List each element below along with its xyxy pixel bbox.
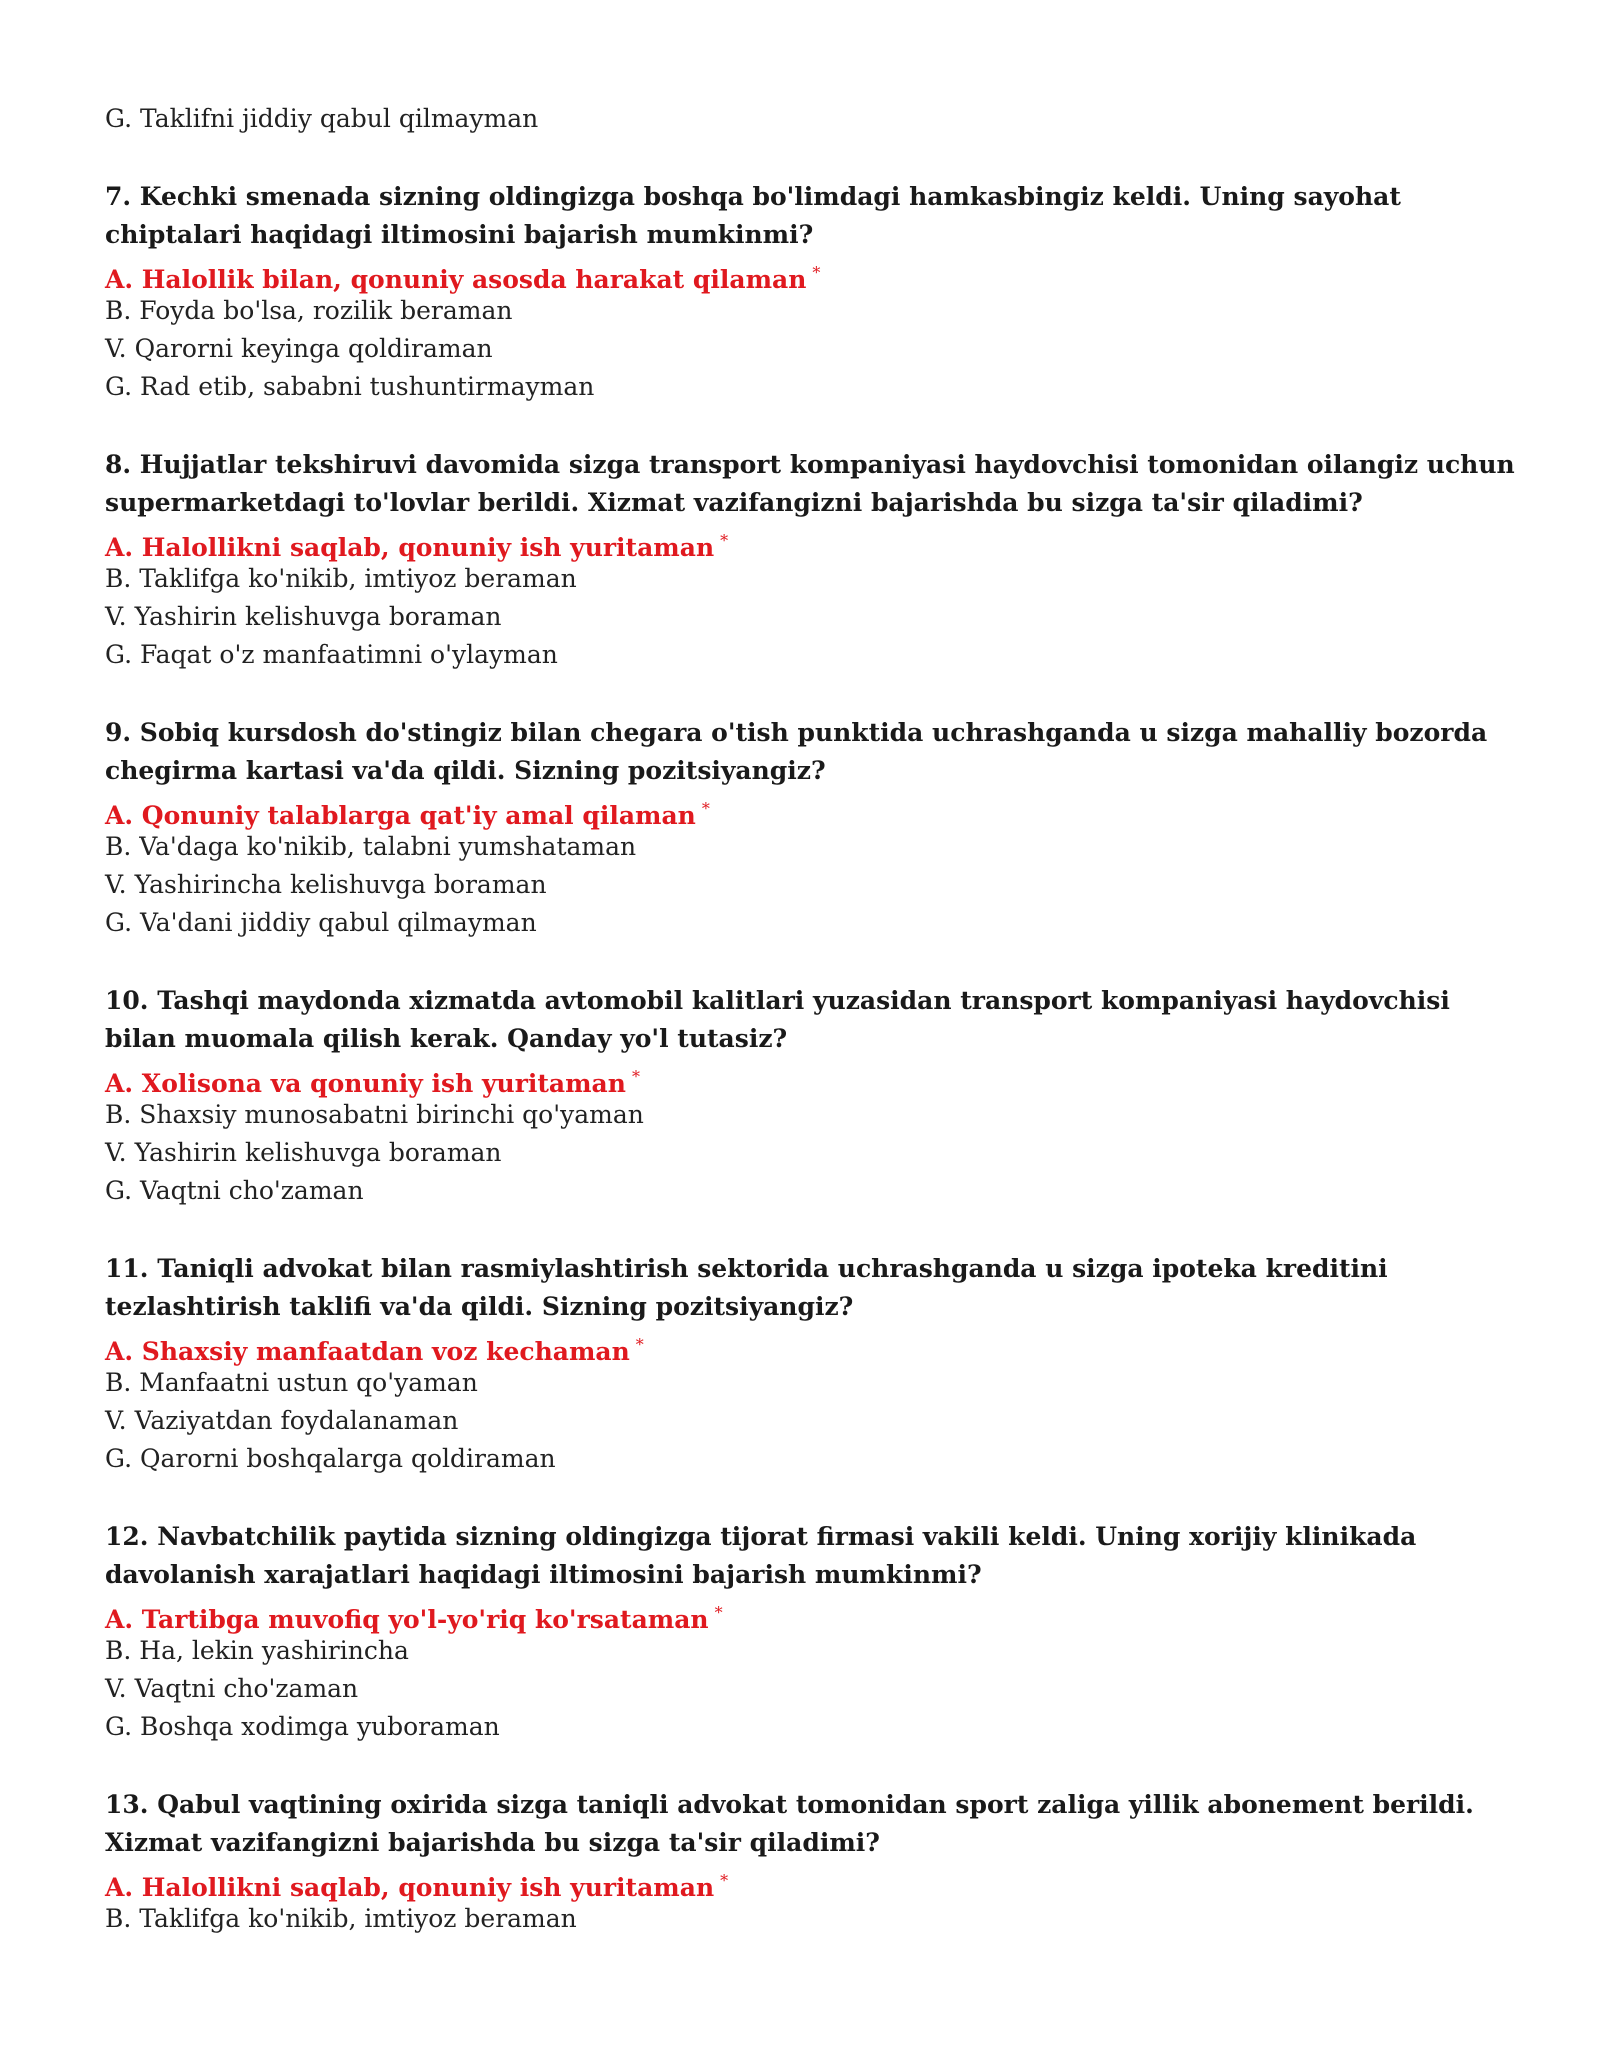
answer-option: B. Taklifga ko'nikib, imtiyoz beraman <box>105 1904 577 1933</box>
answer-option: B. Ha, lekin yashirincha <box>105 1636 409 1665</box>
question-block <box>105 982 1525 1210</box>
correct-answer <box>105 1594 1525 1632</box>
correct-answer <box>105 254 1525 292</box>
quiz-document <box>105 100 1525 1938</box>
correct-marker-asterisk: * <box>701 799 710 818</box>
answer-option: G. Vaqtni cho'zaman <box>105 1176 364 1205</box>
question-text: 10. Tashqi maydonda xizmatda avtomobil kalitlari yuzasidan transport kompaniyasi haydovchisi bilan muomala qilish kerak. Qanday yo'l tutasiz? <box>105 986 1450 1053</box>
question-text: 11. Taniqli advokat bilan rasmiylashtirish sektorida uchrashganda u sizga ipoteka kreditini tezlashtirish taklifi va'da qildi. Sizning pozitsiyangiz? <box>105 1254 1388 1321</box>
question-block <box>105 1250 1525 1478</box>
correct-answer <box>105 1326 1525 1364</box>
answer-option: B. Manfaatni ustun qo'yaman <box>105 1368 478 1397</box>
answer-option: B. Va'daga ko'nikib, talabni yumshataman <box>105 832 637 861</box>
answer-option: B. Foyda bo'lsa, rozilik beraman <box>105 296 513 325</box>
answer-option: G. Boshqa xodimga yuboraman <box>105 1712 500 1741</box>
correct-marker-asterisk: * <box>714 1603 723 1622</box>
question-text: 9. Sobiq kursdosh do'stingiz bilan chegara o'tish punktida uchrashganda u sizga mahalliy bozorda chegirma kartasi va'da qildi. Sizning pozitsiyangiz? <box>105 718 1488 785</box>
question-text: 12. Navbatchilik paytida sizning oldingizga tijorat firmasi vakili keldi. Uning xorijiy klinikada davolanish xarajatlari haqidagi iltimosini bajarish mumkinmi? <box>105 1522 1417 1589</box>
correct-answer-text: A. Tartibga muvofiq yo'l-yo'riq ko'rsataman <box>105 1605 709 1634</box>
question-block <box>105 1518 1525 1746</box>
correct-answer-text: A. Xolisona va qonuniy ish yuritaman <box>105 1069 626 1098</box>
correct-answer-text: A. Halollik bilan, qonuniy asosda harakat qilaman <box>105 265 807 294</box>
answer-option: V. Yashirin kelishuvga boraman <box>105 602 502 631</box>
correct-marker-asterisk: * <box>720 531 729 550</box>
correct-marker-asterisk: * <box>720 1871 729 1890</box>
correct-marker-asterisk: * <box>812 263 821 282</box>
answer-option: G. Faqat o'z manfaatimni o'ylayman <box>105 640 558 669</box>
question-block <box>105 178 1525 406</box>
answer-option: G. Va'dani jiddiy qabul qilmayman <box>105 908 537 937</box>
answer-option: V. Yashirin kelishuvga boraman <box>105 1138 502 1167</box>
correct-marker-asterisk: * <box>635 1335 644 1354</box>
correct-answer-text: A. Halollikni saqlab, qonuniy ish yuritaman <box>105 533 715 562</box>
question-block <box>105 714 1525 942</box>
correct-answer <box>105 1058 1525 1096</box>
correct-answer <box>105 790 1525 828</box>
answer-option: V. Vaziyatdan foydalanaman <box>105 1406 459 1435</box>
answer-option: G. Qarorni boshqalarga qoldiraman <box>105 1444 556 1473</box>
question-text: 8. Hujjatlar tekshiruvi davomida sizga transport kompaniyasi haydovchisi tomonidan oilangiz uchun supermarketdagi to'lovlar berildi. Xizmat vazifangizni bajarishda bu sizga ta'sir qiladimi? <box>105 450 1515 517</box>
correct-answer-text: A. Halollikni saqlab, qonuniy ish yuritaman <box>105 1873 715 1902</box>
correct-answer-text: A. Qonuniy talablarga qat'iy amal qilaman <box>105 801 696 830</box>
correct-marker-asterisk: * <box>631 1067 640 1086</box>
answer-option: B. Taklifga ko'nikib, imtiyoz beraman <box>105 564 577 593</box>
answer-option: V. Yashirincha kelishuvga boraman <box>105 870 547 899</box>
question-block <box>105 446 1525 674</box>
correct-answer-text: A. Shaxsiy manfaatdan voz kechaman <box>105 1337 630 1366</box>
answer-option: G. Rad etib, sababni tushuntirmayman <box>105 372 595 401</box>
answer-option: B. Shaxsiy munosabatni birinchi qo'yaman <box>105 1100 644 1129</box>
question-block <box>105 1786 1525 1938</box>
correct-answer <box>105 522 1525 560</box>
correct-answer <box>105 1862 1525 1900</box>
question-text: 13. Qabul vaqtining oxirida sizga taniqli advokat tomonidan sport zaliga yillik abonement berildi. Xizmat vazifangizni bajarishda bu sizga ta'sir qiladimi? <box>105 1790 1474 1857</box>
questions-list <box>105 178 1525 1938</box>
answer-option: V. Qarorni keyinga qoldiraman <box>105 334 493 363</box>
question-text: 7. Kechki smenada sizning oldingizga boshqa bo'limdagi hamkasbingiz keldi. Uning sayohat chiptalari haqidagi iltimosini bajarish mumkinmi? <box>105 182 1401 249</box>
answer-option: V. Vaqtni cho'zaman <box>105 1674 359 1703</box>
previous-option-line: G. Taklifni jiddiy qabul qilmayman <box>105 104 539 133</box>
